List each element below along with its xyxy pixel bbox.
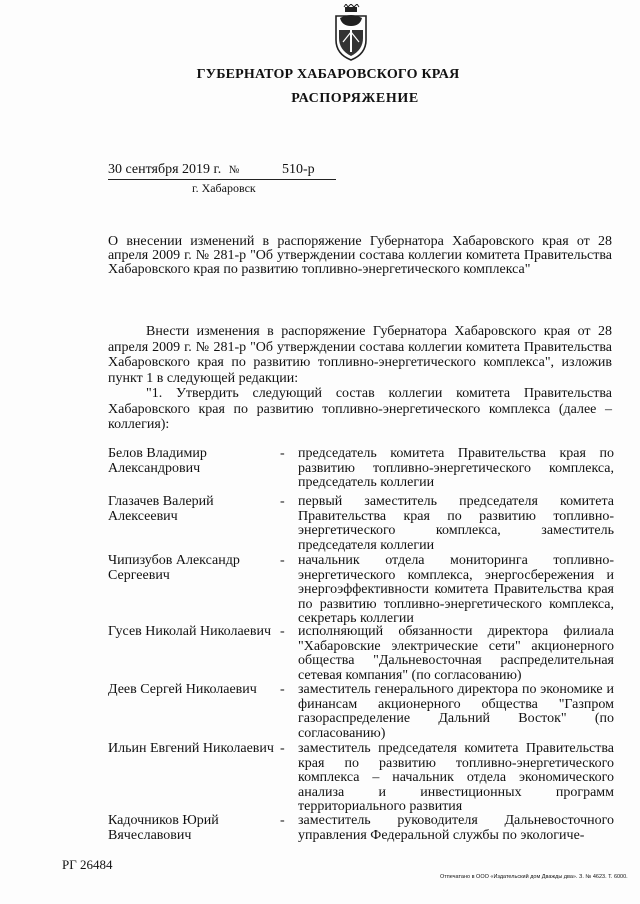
dash-separator: - bbox=[280, 446, 285, 461]
member-role: заместитель руководителя Дальневосточного управления Федеральной службы по экологиче- bbox=[298, 813, 614, 843]
member-row bbox=[108, 742, 614, 814]
member-name: Глазачев Валерий Алексеевич bbox=[108, 494, 214, 524]
member-role: начальник отдела мониторинга топливно-энергетического комплекса, энергосбережения и энергоэффективности комитета Правительства края по развитию топливно-энергетического комплекса, секретарь коллегии bbox=[298, 553, 614, 626]
collegium-members-list bbox=[108, 447, 614, 846]
member-row bbox=[108, 814, 614, 846]
document-type: РАСПОРЯЖЕНИЕ bbox=[291, 91, 419, 106]
date-underline bbox=[108, 179, 336, 180]
member-role: председатель комитета Правительства края по развитию топливно-энергетического комплекса, председатель коллегии bbox=[298, 446, 614, 490]
dash-separator: - bbox=[280, 741, 285, 756]
point-1-paragraph: "1. Утвердить следующий состав коллегии комитета Правительства Хабаровского края по развитию топливно-энергетического комплекса (далее – коллегия): bbox=[108, 386, 612, 432]
member-name: Чипизубов Александр Сергеевич bbox=[108, 553, 240, 583]
dash-separator: - bbox=[280, 494, 285, 509]
member-name: Деев Сергей Николаевич bbox=[108, 682, 257, 697]
coat-of-arms-icon bbox=[330, 4, 372, 62]
document-number: 510-р bbox=[282, 162, 315, 177]
body-text bbox=[108, 324, 612, 433]
member-role: первый заместитель председателя комитета Правительства края по развитию топливно-энергетического комплекса, заместитель председателя коллегии bbox=[298, 494, 614, 553]
document-subject: О внесении изменений в распоряжение Губернатора Хабаровского края от 28 апреля 2009 г. № 281-р "Об утверждении состава коллегии комитета Правительства Хабаровского края по развитию топливно-энергетического комплекса" bbox=[108, 234, 612, 277]
member-row bbox=[108, 495, 614, 554]
member-row bbox=[108, 683, 614, 742]
member-name: Кадочников Юрий Вячеславович bbox=[108, 813, 219, 843]
date-number-line bbox=[108, 162, 315, 178]
member-row bbox=[108, 447, 614, 495]
printing-note: Отпечатано в ООО «Издательский дом Дважды два». З. № 4623. Т. 6000. bbox=[440, 874, 628, 880]
registration-number: РГ 26484 bbox=[62, 857, 113, 872]
member-name: Гусев Николай Николаевич bbox=[108, 624, 272, 639]
issuer-title: ГУБЕРНАТОР ХАБАРОВСКОГО КРАЯ bbox=[196, 67, 460, 82]
member-name: Белов Владимир Александрович bbox=[108, 446, 207, 476]
member-row bbox=[108, 554, 614, 625]
dash-separator: - bbox=[280, 813, 285, 828]
member-row bbox=[108, 625, 614, 683]
document-date: 30 сентября 2019 г. bbox=[108, 162, 222, 177]
city: г. Хабаровск bbox=[192, 181, 256, 195]
dash-separator: - bbox=[280, 624, 285, 639]
number-sign: № bbox=[228, 164, 240, 176]
member-role: заместитель председателя комитета Правительства края по развитию топливно-энергетического комплекса – начальник отдела экономического анализа и инвестиционных программ территориального развития bbox=[298, 741, 614, 814]
member-name: Ильин Евгений Николаевич bbox=[108, 741, 274, 756]
dash-separator: - bbox=[280, 553, 285, 568]
member-role: исполняющий обязанности директора филиала "Хабаровские электрические сети" акционерного общества "Дальневосточная распределительная сетевая компания" (по согласованию) bbox=[298, 624, 614, 683]
dash-separator: - bbox=[280, 682, 285, 697]
member-role: заместитель генерального директора по экономике и финансам акционерного общества "Газпром газораспределение Дальний Восток" (по согласованию) bbox=[298, 682, 614, 741]
intro-paragraph: Внести изменения в распоряжение Губернатора Хабаровского края от 28 апреля 2009 г. № 281-р "Об утверждении состава коллегии комитета Правительства Хабаровского края по развитию топливно-энергетического комплекса", изложив пункт 1 в следующей редакции: bbox=[108, 324, 612, 386]
